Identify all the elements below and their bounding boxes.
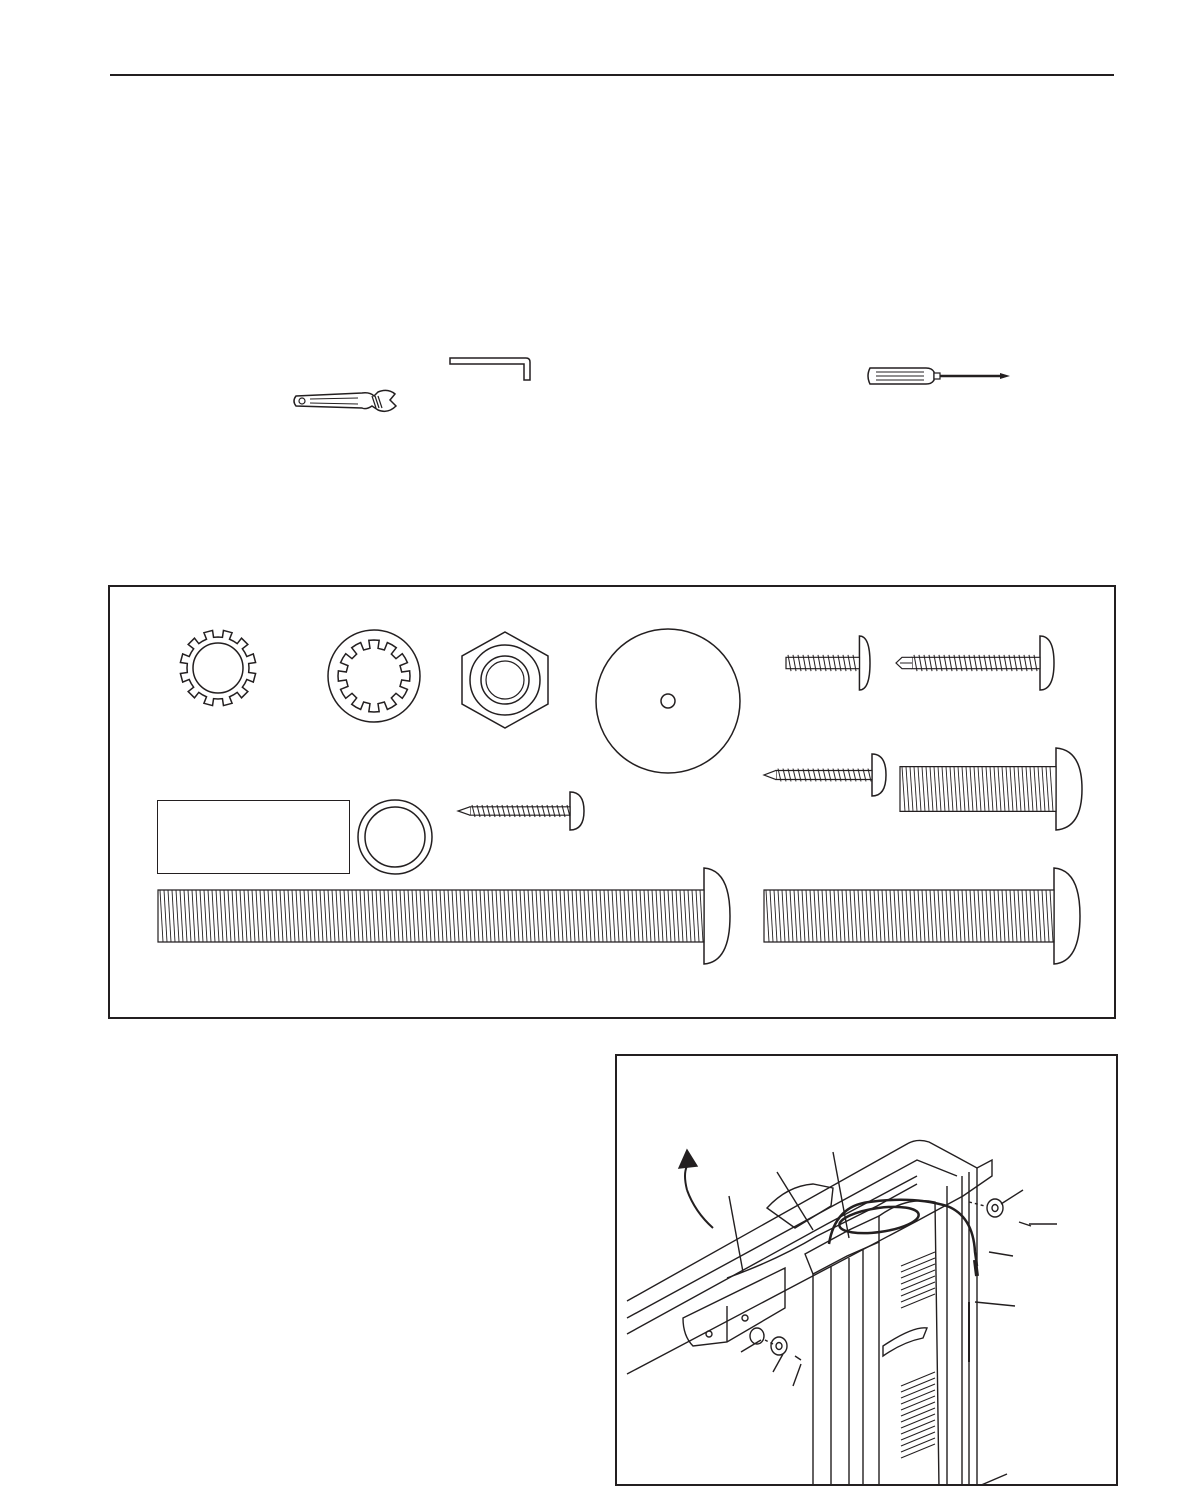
self-tapping-screw-icon (894, 634, 1054, 692)
medium-bolt-icon (762, 866, 1080, 966)
short-screw-icon (782, 634, 870, 692)
header-rule (110, 74, 1114, 76)
adjustable-wrench-icon (292, 388, 402, 418)
machine-bolt-icon (898, 746, 1082, 832)
lift-arrow-icon (685, 1166, 687, 1190)
hex-key-icon (448, 356, 532, 384)
hex-nut-icon (460, 630, 550, 730)
assembly-drawing (617, 1056, 1118, 1486)
assembly-figure-panel (615, 1054, 1118, 1486)
internal-star-washer-icon (326, 628, 422, 724)
phillips-screwdriver-icon (864, 364, 1014, 388)
long-bolt-icon (156, 866, 730, 966)
small-screw-icon (456, 790, 584, 832)
star-washer-icon (178, 628, 258, 708)
spacer-box-icon (157, 800, 350, 874)
ring-washer-icon (356, 798, 434, 876)
flat-washer-icon (595, 628, 741, 774)
wood-screw-icon (762, 752, 886, 798)
